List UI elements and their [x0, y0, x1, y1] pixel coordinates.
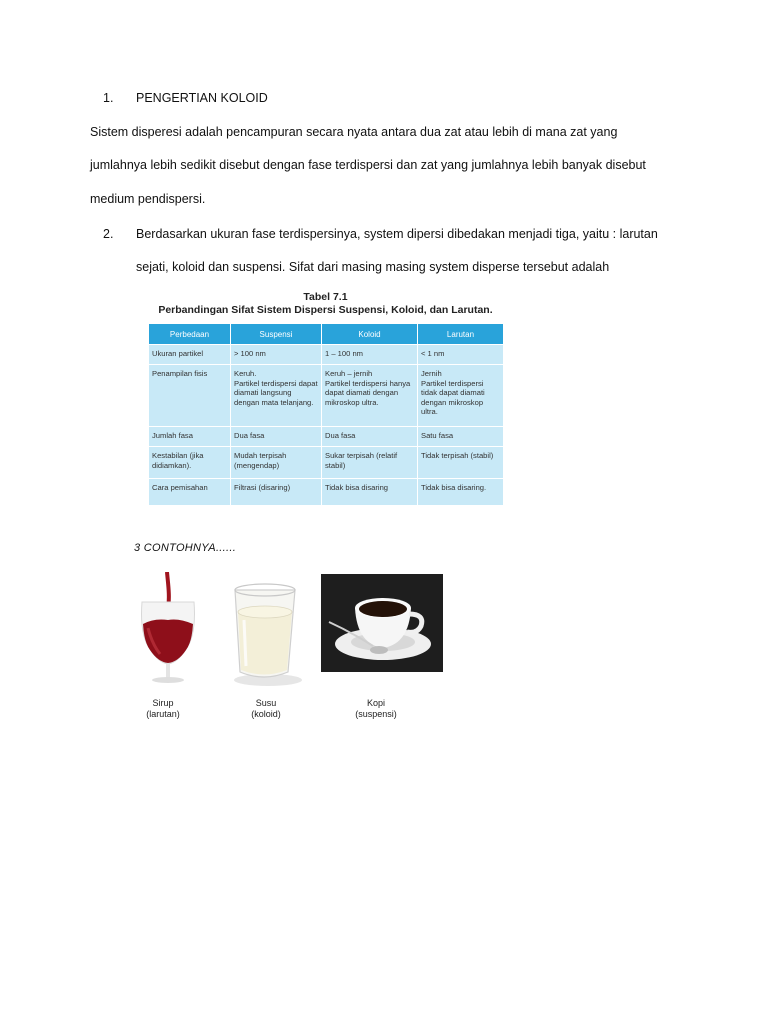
caption-name: Sirup [152, 698, 174, 708]
table-cell: Kestabilan (jika didiamkan). [149, 447, 231, 479]
table-row [149, 447, 504, 479]
header-larutan: Larutan [418, 324, 504, 345]
table-row [149, 345, 504, 365]
caption-susu [236, 698, 296, 720]
section-2-line-1: Berdasarkan ukuran fase terdispersinya, system dipersi dibedakan menjadi tiga, yaitu : larutan [136, 227, 658, 241]
table-cell: Ukuran partikel [149, 345, 231, 365]
caption-type: (koloid) [251, 709, 281, 719]
caption-name: Kopi [366, 698, 385, 708]
table-cell: 1 – 100 nm [322, 345, 418, 365]
table-cell: > 100 nm [231, 345, 322, 365]
table-cell: Keruh. Partikel terdispersi dapat diamati langsung dengan mata telanjang. [231, 365, 322, 427]
table-caption-title: Perbandingan Sifat Sistem Dispersi Suspensi, Koloid, dan Larutan. [158, 304, 493, 316]
table-cell: Penampilan fisis [149, 365, 231, 427]
table-cell: Satu fasa [418, 427, 504, 447]
coffee-photo [321, 574, 443, 672]
table-cell: Filtrasi (disaring) [231, 479, 322, 506]
examples-heading: 3 CONTOHNYA...... [134, 542, 237, 554]
caption-kopi [344, 698, 408, 720]
table-cell: Mudah terpisah (mengendap) [231, 447, 322, 479]
caption-sirup [133, 698, 193, 720]
wine-glass-icon [134, 572, 204, 684]
table-row [149, 479, 504, 506]
table-caption-number: Tabel 7.1 [303, 291, 348, 303]
header-perbedaan: Perbedaan [149, 324, 231, 345]
section-2-number: 2. [103, 227, 114, 241]
table-row [149, 427, 504, 447]
table-cell: Tidak bisa disaring [322, 479, 418, 506]
milk-glass-icon [228, 580, 302, 688]
caption-type: (suspensi) [355, 709, 397, 719]
table-caption [148, 291, 503, 317]
table-cell: Dua fasa [322, 427, 418, 447]
caption-name: Susu [255, 698, 277, 708]
syrup-photo [134, 572, 204, 684]
paragraph-line-2: jumlahnya lebih sedikit disebut dengan fase terdispersi dan zat yang jumlahnya lebih banyak disebut [90, 158, 646, 172]
dispersion-table [148, 323, 504, 506]
paragraph-line-3: medium pendispersi. [90, 192, 206, 206]
paragraph-line-1: Sistem disperesi adalah pencampuran secara nyata antara dua zat atau lebih di mana zat yang [90, 125, 618, 139]
header-suspensi: Suspensi [231, 324, 322, 345]
table-cell: Sukar terpisah (relatif stabil) [322, 447, 418, 479]
table-cell: < 1 nm [418, 345, 504, 365]
table-row [149, 365, 504, 427]
table-cell: Cara pemisahan [149, 479, 231, 506]
section-1-title: PENGERTIAN KOLOID [136, 91, 268, 105]
table-cell: Keruh – jernih Partikel terdispersi hanya dapat diamati dengan mikroskop ultra. [322, 365, 418, 427]
header-koloid: Koloid [322, 324, 418, 345]
table-cell: Jernih Partikel terdispersi tidak dapat diamati dengan mikroskop ultra. [418, 365, 504, 427]
table-cell: Dua fasa [231, 427, 322, 447]
table-cell: Jumlah fasa [149, 427, 231, 447]
section-1-number: 1. [103, 91, 114, 105]
table-cell: Tidak bisa disaring. [418, 479, 504, 506]
caption-type: (larutan) [146, 709, 180, 719]
milk-photo [228, 580, 302, 688]
coffee-cup-icon [321, 574, 443, 672]
table-cell: Tidak terpisah (stabil) [418, 447, 504, 479]
table-header-row [149, 324, 504, 345]
section-2-line-2: sejati, koloid dan suspensi. Sifat dari masing masing system disperse tersebut adalah [136, 260, 610, 274]
